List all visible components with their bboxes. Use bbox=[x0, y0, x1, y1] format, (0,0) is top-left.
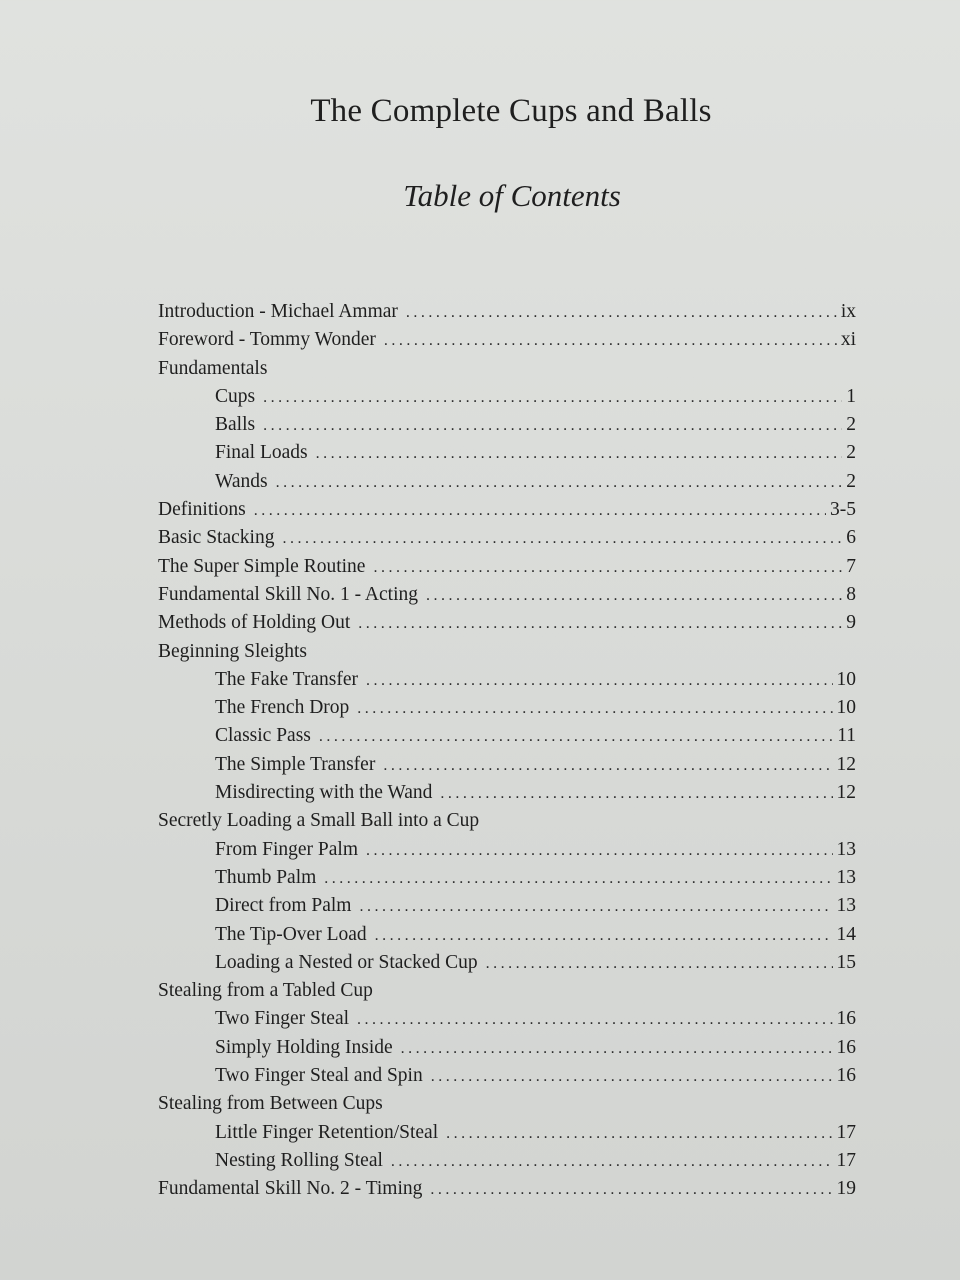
dot-leader bbox=[401, 1035, 833, 1063]
toc-entry bbox=[158, 298, 856, 326]
toc-subentry bbox=[158, 694, 856, 722]
dot-leader bbox=[391, 1148, 833, 1176]
toc-entry-label: Balls bbox=[215, 414, 256, 436]
toc-entry-label: Basic Stacking bbox=[158, 527, 275, 549]
toc-entry-page-number: 16 bbox=[836, 1036, 856, 1058]
dot-leader bbox=[324, 865, 832, 893]
toc-entry-label: Simply Holding Inside bbox=[215, 1036, 393, 1058]
dot-leader bbox=[383, 752, 832, 780]
toc-entry-label: Wands bbox=[215, 470, 268, 492]
toc-entry-label: Foreword - Tommy Wonder bbox=[158, 329, 376, 351]
toc-entry-label: Loading a Nested or Stacked Cup bbox=[215, 951, 478, 973]
toc-entry-label: Nesting Rolling Steal bbox=[215, 1149, 383, 1171]
toc-entry bbox=[158, 1175, 856, 1203]
toc-entry-label: Stealing from a Tabled Cup bbox=[158, 980, 373, 1002]
toc-subentry bbox=[158, 779, 856, 807]
book-title: The Complete Cups and Balls bbox=[310, 93, 712, 129]
dot-leader bbox=[366, 667, 833, 695]
dot-leader bbox=[263, 412, 842, 440]
toc-entry-page-number: 7 bbox=[846, 555, 856, 577]
toc-subentry bbox=[158, 1119, 856, 1147]
toc-entry-page-number: 13 bbox=[836, 838, 856, 860]
toc-entry-label: Final Loads bbox=[215, 442, 308, 464]
dot-leader bbox=[358, 610, 842, 638]
toc-entry bbox=[158, 355, 856, 383]
toc-entry bbox=[158, 581, 856, 609]
toc-entry-label: The Super Simple Routine bbox=[158, 555, 366, 577]
dot-leader bbox=[384, 327, 837, 355]
toc-subentry bbox=[158, 1005, 856, 1033]
toc-entry-label: Two Finger Steal bbox=[215, 1008, 350, 1030]
dot-leader bbox=[430, 1176, 832, 1204]
dot-leader bbox=[319, 723, 833, 751]
dot-leader bbox=[446, 1120, 832, 1148]
toc-subentry bbox=[158, 864, 856, 892]
toc-subentry bbox=[158, 836, 856, 864]
toc-entry-label: The Simple Transfer bbox=[215, 753, 376, 775]
toc-entry-page-number: 13 bbox=[836, 866, 856, 888]
dot-leader bbox=[316, 440, 842, 468]
toc-subentry bbox=[158, 949, 856, 977]
toc-entry-page-number: 16 bbox=[836, 1065, 856, 1087]
toc-entry bbox=[158, 807, 856, 835]
toc-entry-page-number: 12 bbox=[836, 753, 856, 775]
toc-entry-page-number: 8 bbox=[846, 583, 856, 605]
toc-entry-label: The French Drop bbox=[215, 697, 350, 719]
toc-entry-label: Secretly Loading a Small Ball into a Cup bbox=[158, 810, 480, 832]
toc-subentry bbox=[158, 751, 856, 779]
toc-entry-page-number: 10 bbox=[836, 668, 856, 690]
toc-entry-label: From Finger Palm bbox=[215, 838, 359, 860]
toc-subentry bbox=[158, 411, 856, 439]
toc-subentry bbox=[158, 666, 856, 694]
toc-entry-page-number: 2 bbox=[846, 414, 856, 436]
toc-heading: Table of Contents bbox=[403, 178, 621, 213]
toc-entry-page-number: 9 bbox=[846, 612, 856, 634]
toc-entry bbox=[158, 1090, 856, 1118]
toc-entry-label: Little Finger Retention/Steal bbox=[215, 1121, 439, 1143]
toc-entry-page-number: 15 bbox=[836, 951, 856, 973]
toc-entry-label: Introduction - Michael Ammar bbox=[158, 301, 398, 322]
toc-entry-page-number: 6 bbox=[846, 527, 856, 549]
dot-leader bbox=[254, 497, 826, 525]
toc-entry-label: Thumb Palm bbox=[215, 866, 317, 888]
dot-leader bbox=[373, 554, 842, 582]
toc-entry-label: The Fake Transfer bbox=[215, 668, 358, 690]
toc-entry-page-number: 3-5 bbox=[830, 499, 856, 521]
toc-subentry bbox=[158, 383, 856, 411]
toc-entry-label: Classic Pass bbox=[215, 725, 311, 747]
toc-entry-label: Cups bbox=[215, 385, 256, 407]
toc-entry-label: Fundamental Skill No. 1 - Acting bbox=[158, 583, 418, 605]
dot-leader bbox=[366, 837, 832, 865]
toc-entry-page-number: ix bbox=[840, 301, 856, 322]
toc-entry-page-number: 1 bbox=[846, 385, 856, 407]
toc-entry bbox=[158, 326, 856, 354]
dot-leader bbox=[431, 1063, 833, 1091]
toc-entry-page-number: 17 bbox=[836, 1121, 856, 1143]
toc-subentry bbox=[158, 921, 856, 949]
toc-entry-label: Misdirecting with the Wand bbox=[215, 782, 433, 804]
dot-leader bbox=[375, 922, 833, 950]
dot-leader bbox=[406, 299, 837, 327]
dot-leader bbox=[426, 582, 842, 610]
toc-entry-page-number: 2 bbox=[846, 442, 856, 464]
toc-entry-label: Fundamentals bbox=[158, 357, 268, 379]
toc-entry-label: The Tip-Over Load bbox=[215, 923, 367, 945]
toc-entry bbox=[158, 977, 856, 1005]
toc-entry-label: Fundamental Skill No. 2 - Timing bbox=[158, 1178, 423, 1200]
toc-entry-page-number: 16 bbox=[836, 1008, 856, 1030]
toc-subentry bbox=[158, 439, 856, 467]
dot-leader bbox=[486, 950, 833, 978]
toc-entry bbox=[158, 496, 856, 524]
dot-leader bbox=[357, 695, 832, 723]
toc-subentry bbox=[158, 1062, 856, 1090]
toc-subentry bbox=[158, 722, 856, 750]
toc-entry-label: Stealing from Between Cups bbox=[158, 1093, 383, 1115]
toc-subentry bbox=[158, 468, 856, 496]
dot-leader bbox=[282, 525, 842, 553]
toc-subentry bbox=[158, 1034, 856, 1062]
dot-leader bbox=[440, 780, 832, 808]
dot-leader bbox=[357, 1006, 832, 1034]
toc-entry-label: Beginning Sleights bbox=[158, 640, 307, 662]
toc-entry bbox=[158, 638, 856, 666]
table-of-contents bbox=[158, 298, 856, 1204]
toc-entry-page-number: 10 bbox=[836, 697, 856, 719]
dot-leader bbox=[263, 384, 842, 412]
toc-entry-label: Definitions bbox=[158, 499, 246, 521]
dot-leader bbox=[276, 469, 842, 497]
toc-entry-page-number: 14 bbox=[836, 923, 856, 945]
toc-entry-label: Methods of Holding Out bbox=[158, 612, 351, 634]
toc-entry-page-number: 13 bbox=[836, 895, 856, 917]
toc-entry bbox=[158, 553, 856, 581]
toc-entry bbox=[158, 609, 856, 637]
dot-leader bbox=[359, 893, 832, 921]
toc-entry bbox=[158, 524, 856, 552]
toc-subentry bbox=[158, 892, 856, 920]
toc-entry-page-number: 17 bbox=[836, 1149, 856, 1171]
toc-entry-page-number: 2 bbox=[846, 470, 856, 492]
toc-entry-page-number: 12 bbox=[836, 782, 856, 804]
toc-entry-page-number: 19 bbox=[836, 1178, 856, 1200]
toc-entry-page-number: xi bbox=[840, 329, 856, 351]
toc-entry-page-number: 11 bbox=[837, 725, 856, 747]
toc-entry-label: Two Finger Steal and Spin bbox=[215, 1065, 423, 1087]
toc-subentry bbox=[158, 1147, 856, 1175]
toc-entry-label: Direct from Palm bbox=[215, 895, 352, 917]
